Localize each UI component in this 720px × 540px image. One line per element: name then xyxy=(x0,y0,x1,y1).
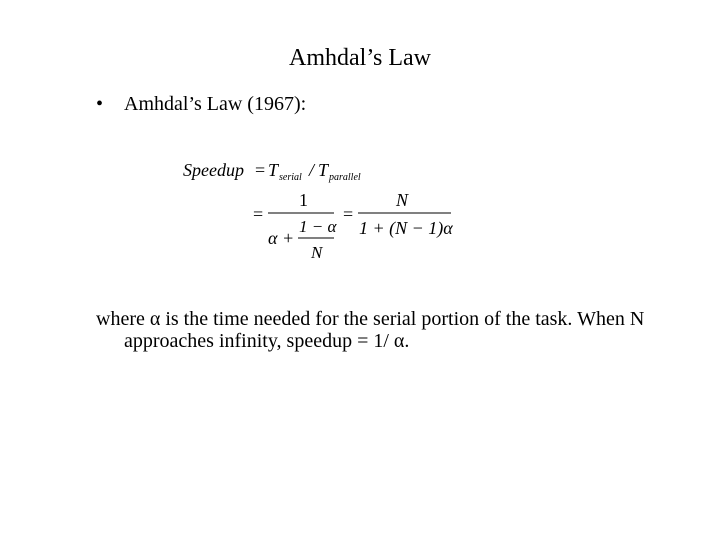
formula-t-parallel-sub: parallel xyxy=(329,172,361,183)
formula-eq1: = xyxy=(255,160,266,180)
formula-t-parallel: T xyxy=(318,160,329,180)
paragraph-line-1: where α is the time needed for the serial portion of the task. When N xyxy=(96,308,645,330)
bullet-symbol: • xyxy=(96,93,104,115)
bullet-text: Amhdal’s Law (1967): xyxy=(124,93,307,115)
formula-eq2: = xyxy=(253,204,264,224)
formula-eq3: = xyxy=(343,204,354,224)
formula-frac2-denominator: 1 + (N − 1)α xyxy=(359,218,453,238)
formula-frac1-inner-denominator: N xyxy=(311,243,323,262)
explanation-paragraph xyxy=(96,308,666,352)
bullet-item xyxy=(96,92,306,116)
formula-slash: / xyxy=(309,160,315,180)
formula-lhs: Speedup xyxy=(183,160,244,180)
formula-frac1-alpha-plus: α + xyxy=(268,228,295,248)
paragraph-line-2: approaches infinity, speedup = 1/ α. xyxy=(124,330,410,352)
slide-title: Amhdal’s Law xyxy=(289,45,431,71)
formula-t-serial: T xyxy=(268,160,279,180)
formula-frac1-inner-numerator: 1 − α xyxy=(299,217,337,236)
formula-t-serial-sub: serial xyxy=(279,172,302,183)
formula-frac1-numerator: 1 xyxy=(299,190,308,210)
formula-frac2-numerator: N xyxy=(396,190,409,210)
